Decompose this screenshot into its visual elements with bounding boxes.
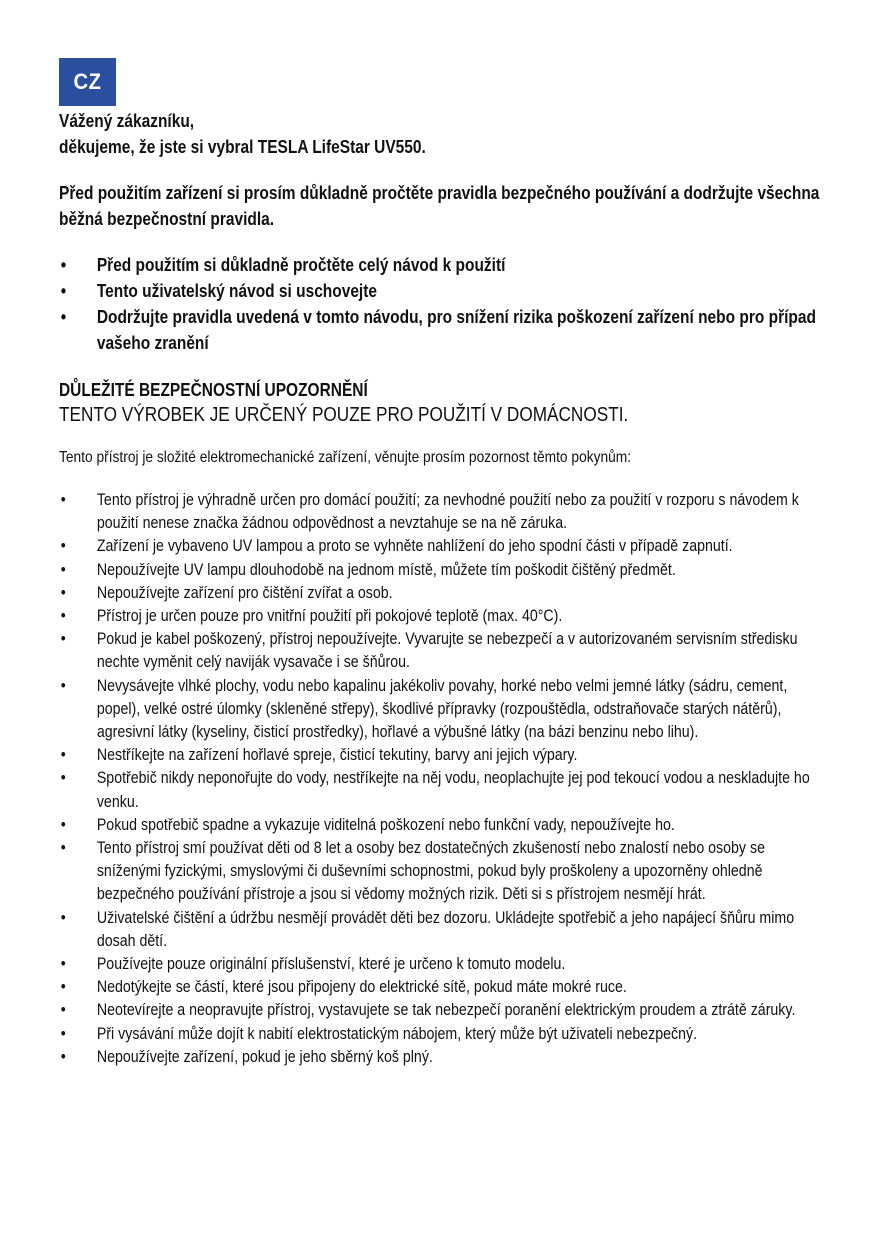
device-intro: Tento přístroj je složité elektromechanické zařízení, věnujte prosím pozornost těmto pokynům:	[59, 449, 632, 466]
bullet-icon: •	[60, 255, 67, 275]
bullet-icon: •	[60, 1024, 66, 1043]
bullet-icon: •	[60, 1047, 66, 1066]
list-item	[59, 252, 829, 278]
list-item-text: Nestříkejte na zařízení hořlavé spreje, čisticí tekutiny, barvy ani jejich výpary.	[96, 746, 578, 765]
bullet-icon: •	[60, 676, 66, 695]
list-item-text: Nepoužívejte zařízení pro čištění zvířat a osob.	[96, 583, 393, 602]
list-item	[59, 278, 829, 304]
list-item	[59, 767, 829, 813]
list-item	[59, 1046, 829, 1069]
bullet-icon: •	[60, 607, 66, 626]
text-column	[59, 108, 829, 1069]
bullet-icon: •	[60, 839, 66, 858]
bullet-icon: •	[60, 1001, 66, 1020]
list-item-text: Pokud je kabel poškozený, přístroj nepoužívejte. Vyvarujte se nebezpečí a v autorizovaném servisním středisku nechte vyměnit celý naviják vysavače i se šňůrou.	[96, 630, 798, 672]
page-content	[59, 108, 829, 1069]
list-item-text: Nepoužívejte zařízení, pokud je jeho sběrný koš plný.	[96, 1047, 433, 1066]
bullet-icon: •	[60, 955, 66, 974]
list-item	[59, 582, 829, 605]
list-item	[59, 976, 829, 999]
bullet-icon: •	[60, 560, 66, 579]
warning-title: DŮLEŽITÉ BEZPEČNOSTNÍ UPOZORNĚNÍ	[59, 380, 368, 400]
list-item-text: Zařízení je vybaveno UV lampou a proto se vyhněte nahlížení do jeho spodní části v případě zapnutí.	[96, 537, 733, 556]
bullet-icon: •	[60, 583, 66, 602]
bullet-icon: •	[60, 769, 66, 788]
list-item	[59, 675, 829, 745]
top-bullet-list	[59, 252, 829, 356]
list-item-text: Dodržujte pravidla uvedená v tomto návodu, pro snížení rizika poškození zařízení nebo pro případ vašeho zranění	[96, 307, 816, 353]
list-item-text: Při vysávání může dojít k nabití elektrostatickým nábojem, který může být uživateli nebezpečný.	[96, 1024, 698, 1043]
bullet-icon: •	[60, 630, 66, 649]
list-item	[59, 907, 829, 953]
list-item-text: Pokud spotřebič spadne a vykazuje viditelná poškození nebo funkční vady, nepoužívejte ho.	[96, 815, 675, 834]
list-item	[59, 628, 829, 674]
list-item	[59, 814, 829, 837]
bullet-icon: •	[60, 281, 67, 301]
list-item	[59, 535, 829, 558]
list-item	[59, 837, 829, 907]
bullet-icon: •	[60, 815, 66, 834]
bullet-icon: •	[60, 307, 67, 327]
list-item	[59, 304, 829, 356]
language-badge-label: CZ	[73, 69, 102, 94]
bullet-icon: •	[60, 908, 66, 927]
bullet-icon: •	[60, 978, 66, 997]
list-item-text: Přístroj je určen pouze pro vnitřní použití při pokojové teplotě (max. 40°C).	[96, 607, 563, 626]
list-item-text: Nevysávejte vlhké plochy, vodu nebo kapalinu jakékoliv povahy, horké nebo velmi jemné látky (sádru, cement, popel), velké ostré úlomky (skleněné střepy), škodlivé přípravky (rozpouštědla, odstraňovače starých nátěrů), agresivní látky (kyseliny, čisticí prostředky), hořlavé a výbušné látky (na bázi benzinu nebo lihu).	[96, 676, 788, 742]
list-item-text: Nedotýkejte se částí, které jsou připojeny do elektrické sítě, pokud máte mokré ruce.	[96, 978, 627, 997]
list-item-text: Tento přístroj je výhradně určen pro domácí použití; za nevhodné použití nebo za použití v rozporu s návodem k použití nenese značka žádnou odpovědnost a nevztahuje se na ně záruka.	[96, 491, 799, 533]
safety-instruction-list	[59, 489, 829, 1069]
list-item	[59, 999, 829, 1022]
list-item-text: Nepoužívejte UV lampu dlouhodobě na jednom místě, můžete tím poškodit čištěný předmět.	[96, 560, 676, 579]
list-item-text: Před použitím si důkladně pročtěte celý návod k použití	[96, 255, 506, 275]
list-item	[59, 953, 829, 976]
greeting-line-2: děkujeme, že jste si vybral TESLA LifeStar UV550.	[59, 137, 426, 157]
language-badge	[59, 58, 116, 106]
list-item-text: Tento přístroj smí používat děti od 8 let a osoby bez dostatečných zkušeností nebo znalostí nebo osoby se sníženými fyzickými, smyslovými či duševními schopnostmi, pokud byly proškoleny a upozorněny ohledně bezpečného používání přístroje a jsou si vědomy možných rizik. Děti si s přístrojem nesmějí hrát.	[96, 839, 765, 904]
intro-paragraph: Před použitím zařízení si prosím důkladně pročtěte pravidla bezpečného používání a dodržujte všechna běžná bezpečnostní pravidla.	[59, 183, 820, 229]
list-item-text: Spotřebič nikdy neponořujte do vody, nestříkejte na něj vodu, neoplachujte jej pod tekoucí vodou a neskladujte ho venku.	[96, 769, 810, 811]
list-item-text: Tento uživatelský návod si uschovejte	[96, 281, 378, 301]
list-item	[59, 489, 829, 535]
bullet-icon: •	[60, 491, 66, 509]
bullet-icon: •	[60, 537, 66, 556]
greeting-line-1: Vážený zákazníku,	[59, 111, 195, 131]
list-item-text: Uživatelské čištění a údržbu nesmějí provádět děti bez dozoru. Ukládejte spotřebič a jeho napájecí šňůru mimo dosah dětí.	[96, 908, 795, 950]
list-item	[59, 744, 829, 767]
list-item	[59, 605, 829, 628]
list-item-text: Používejte pouze originální příslušenství, které je určeno k tomuto modelu.	[96, 955, 566, 974]
bullet-icon: •	[60, 746, 66, 765]
warning-subtitle: TENTO VÝROBEK JE URČENÝ POUZE PRO POUŽITÍ V DOMÁCNOSTI.	[59, 404, 629, 426]
list-item	[59, 1023, 829, 1046]
list-item	[59, 559, 829, 582]
list-item-text: Neotevírejte a neopravujte přístroj, vystavujete se tak nebezpečí poranění elektrickým proudem a ztrátě záruky.	[96, 1001, 796, 1020]
